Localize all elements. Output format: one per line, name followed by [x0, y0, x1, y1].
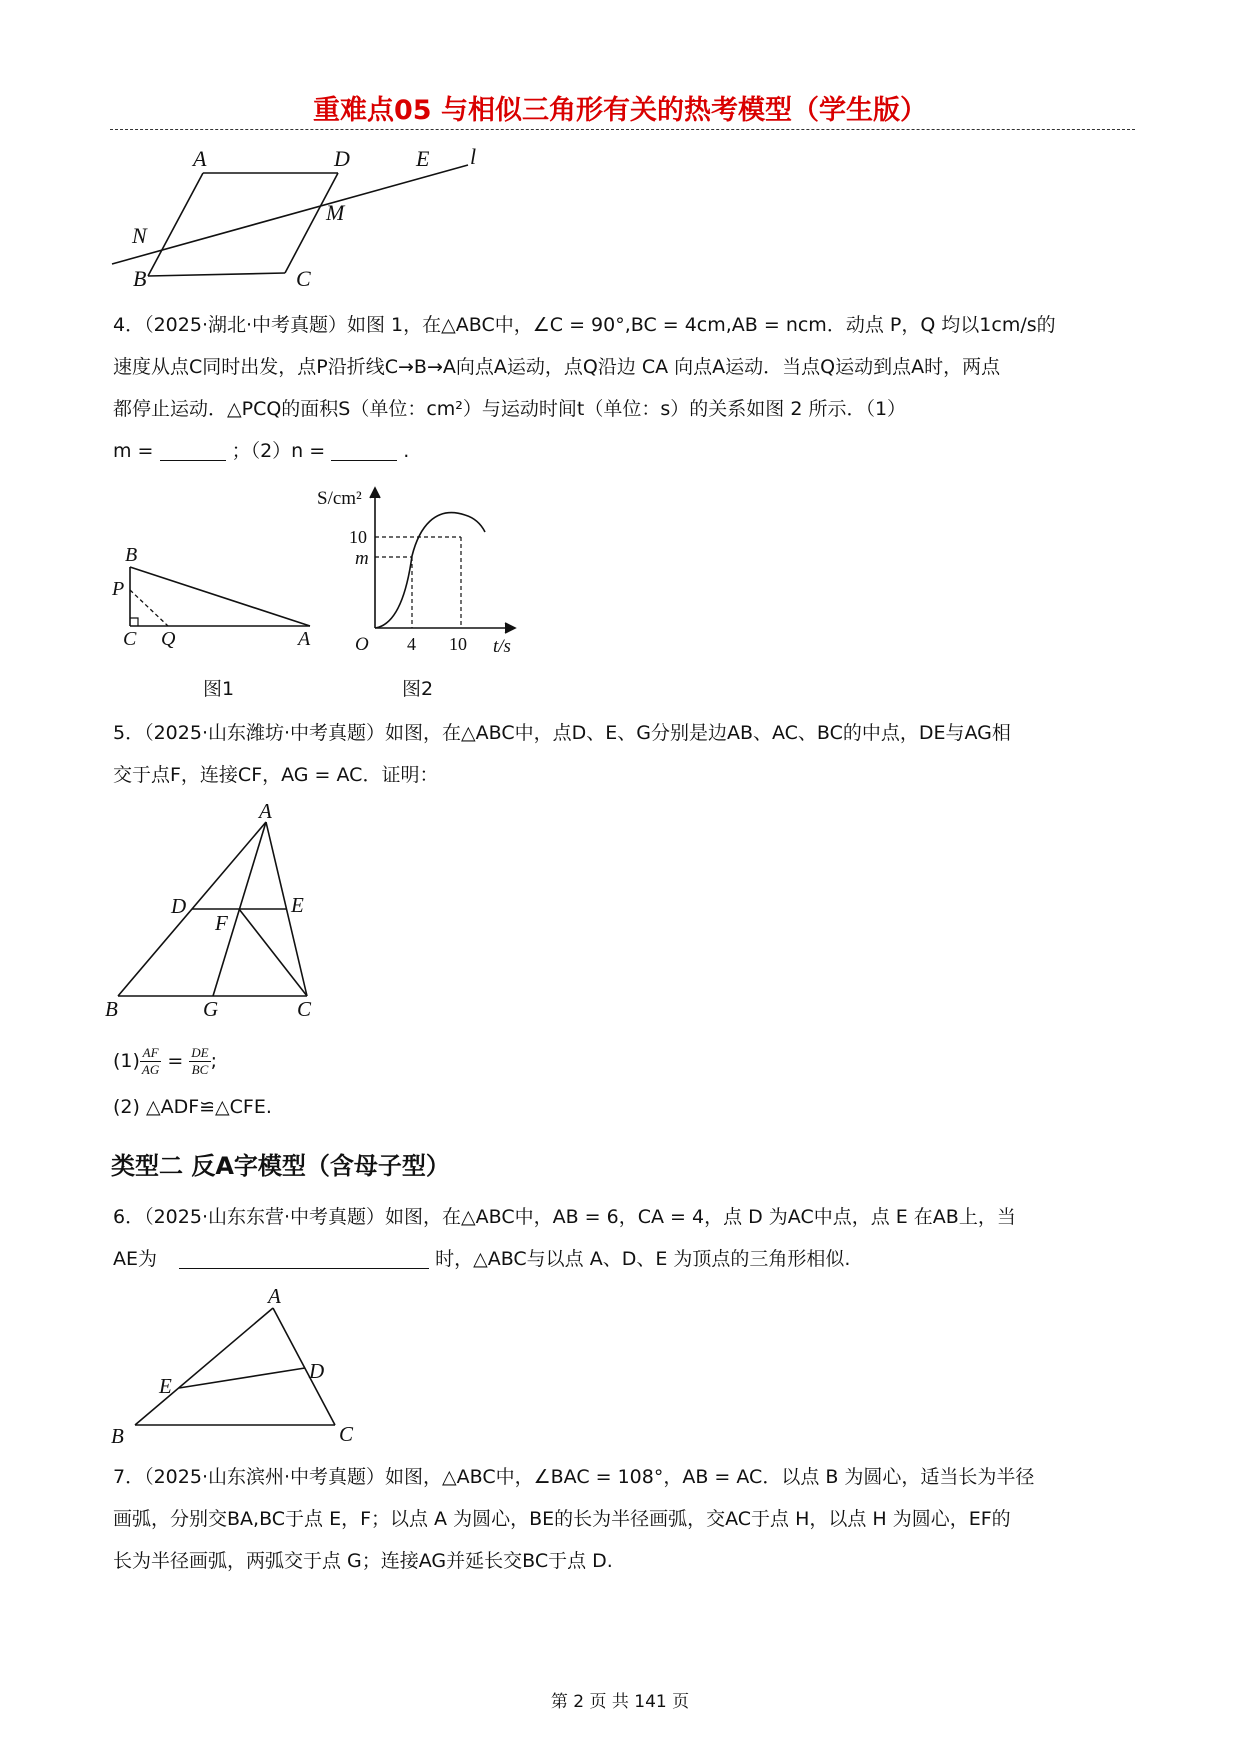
label-A: A — [193, 146, 207, 171]
label-N: N — [132, 223, 147, 248]
figure-1-triangle — [110, 545, 320, 655]
label-E: E — [416, 146, 430, 171]
label-B: B — [125, 544, 138, 566]
right-angle-mark — [130, 618, 138, 626]
y-axis-arrow — [370, 488, 380, 498]
answer-blank-m[interactable] — [160, 438, 226, 461]
q6-line-2 — [113, 1238, 1133, 1280]
label-E: E — [159, 1374, 172, 1398]
answer-blank-ae[interactable] — [179, 1246, 429, 1269]
label-A: A — [298, 628, 311, 650]
segment-AC — [273, 1308, 335, 1425]
label-l: l — [470, 144, 477, 169]
label-M: M — [326, 200, 345, 225]
label-G: G — [203, 997, 219, 1021]
label-C: C — [123, 628, 137, 650]
q7-line-3: 长为半径画弧，两弧交于点 G；连接AG并延长交BC于点 D. — [113, 1550, 613, 1572]
curve-S — [375, 513, 485, 628]
fraction-AF-AG — [140, 1045, 161, 1078]
label-P: P — [112, 578, 125, 600]
q5-line-1: 5．（2025·山东潍坊·中考真题）如图，在△ABC中，点D、E、G分别是边AB、AC、BC的中点，DE与AG相 — [113, 722, 1011, 744]
question-5 — [113, 712, 1133, 796]
label-D: D — [309, 1359, 325, 1383]
q7-line-1: 7．（2025·山东滨州·中考真题）如图，△ABC中，∠BAC = 108°，AB = AC．以点 B 为圆心，适当长为半径 — [113, 1466, 1035, 1488]
x-axis-arrow — [505, 623, 515, 633]
x-axis-label: t/s — [493, 636, 511, 657]
origin-label: O — [355, 634, 369, 655]
figure-1-caption: 图1 — [203, 678, 235, 700]
q6-line-2-rest: 时，△ABC与以点 A、D、E 为顶点的三角形相似. — [435, 1248, 851, 1270]
label-Q: Q — [161, 628, 176, 650]
label-A: A — [259, 799, 272, 823]
label-C: C — [297, 997, 312, 1021]
label-A: A — [268, 1284, 281, 1308]
q4-line-2: 速度从点C同时出发，点P沿折线C→B→A向点A运动，点Q沿边 CA 向点A运动．当点Q运动到点A时，两点 — [113, 356, 1001, 378]
q4-line-4 — [113, 430, 1133, 472]
q4-line-1: 4．（2025·湖北·中考真题）如图 1，在△ABC中，∠C = 90°,BC = 4cm,AB = ncm．动点 P，Q 均以1cm/s的 — [113, 314, 1056, 336]
q4-n-label: ；（2）n = — [231, 440, 326, 462]
tick-label-4: 4 — [407, 634, 416, 654]
q4-m-label: m = — [113, 440, 154, 462]
question-4 — [113, 304, 1133, 472]
figure-2-graph — [305, 480, 525, 670]
q5-part1-suffix: ; — [210, 1050, 218, 1072]
figure-q6 — [105, 1283, 365, 1448]
tick-label-10-x: 10 — [449, 634, 467, 654]
fraction-DE-BC — [189, 1045, 210, 1078]
segment-AB — [135, 1308, 273, 1425]
label-B: B — [111, 1424, 124, 1448]
answer-blank-n[interactable] — [331, 438, 397, 461]
label-D: D — [171, 894, 187, 918]
page-title: 重难点05 与相似三角形有关的热考模型（学生版） — [313, 95, 927, 126]
q5-part1-prefix: (1) — [113, 1050, 140, 1072]
segment-AB — [148, 173, 203, 276]
tick-label-10-y: 10 — [349, 527, 367, 547]
question-6 — [113, 1196, 1133, 1280]
label-B: B — [133, 266, 147, 291]
q5-part-1 — [113, 1040, 1133, 1082]
q7-line-2: 画弧，分别交BA,BC于点 E，F；以点 A 为圆心，BE的长为半径画弧，交AC于点 H，以点 H 为圆心，EF的 — [113, 1508, 1011, 1530]
line-l — [112, 165, 468, 264]
y-axis-label: S/cm² — [317, 488, 362, 509]
figure-parallelogram — [100, 140, 480, 290]
label-D: D — [334, 146, 350, 171]
question-7 — [113, 1456, 1133, 1582]
tick-label-m: m — [355, 548, 369, 569]
q5-line-2: 交于点F，连接CF，AG = AC．证明： — [113, 764, 439, 786]
figure-q5 — [105, 800, 325, 1025]
q5-part2-text: (2) △ADF≌△CFE. — [113, 1096, 272, 1118]
q6-line-1: 6．（2025·山东东营·中考真题）如图，在△ABC中，AB = 6，CA = 4，点 D 为AC中点，点 E 在AB上，当 — [113, 1206, 1016, 1228]
label-F: F — [215, 911, 228, 935]
q6-ae-label: AE为 — [113, 1248, 158, 1270]
segment-PQ — [130, 590, 168, 626]
page-footer: 第 2 页 共 141 页 — [550, 1692, 690, 1712]
segment-BA — [130, 567, 310, 626]
section-heading: 类型二 反A字模型（含母子型） — [111, 1152, 450, 1180]
frac1-num: AF — [140, 1045, 161, 1062]
figure-2-caption: 图2 — [402, 678, 434, 700]
label-E: E — [291, 893, 304, 917]
frac2-den: BC — [191, 1062, 209, 1077]
segment-BC — [148, 273, 285, 276]
label-C: C — [339, 1422, 354, 1446]
header-divider — [110, 129, 1135, 130]
q5-part-2 — [113, 1086, 1133, 1128]
q4-line-3: 都停止运动．△PCQ的面积S（单位：cm²）与运动时间t（单位：s）的关系如图 2 所示．（1） — [113, 398, 907, 420]
label-C: C — [296, 266, 311, 291]
equals-sign: = — [167, 1050, 184, 1072]
label-B: B — [105, 997, 118, 1021]
q4-end: . — [403, 440, 410, 462]
frac1-den: AG — [141, 1062, 160, 1077]
frac2-num: DE — [191, 1045, 209, 1060]
